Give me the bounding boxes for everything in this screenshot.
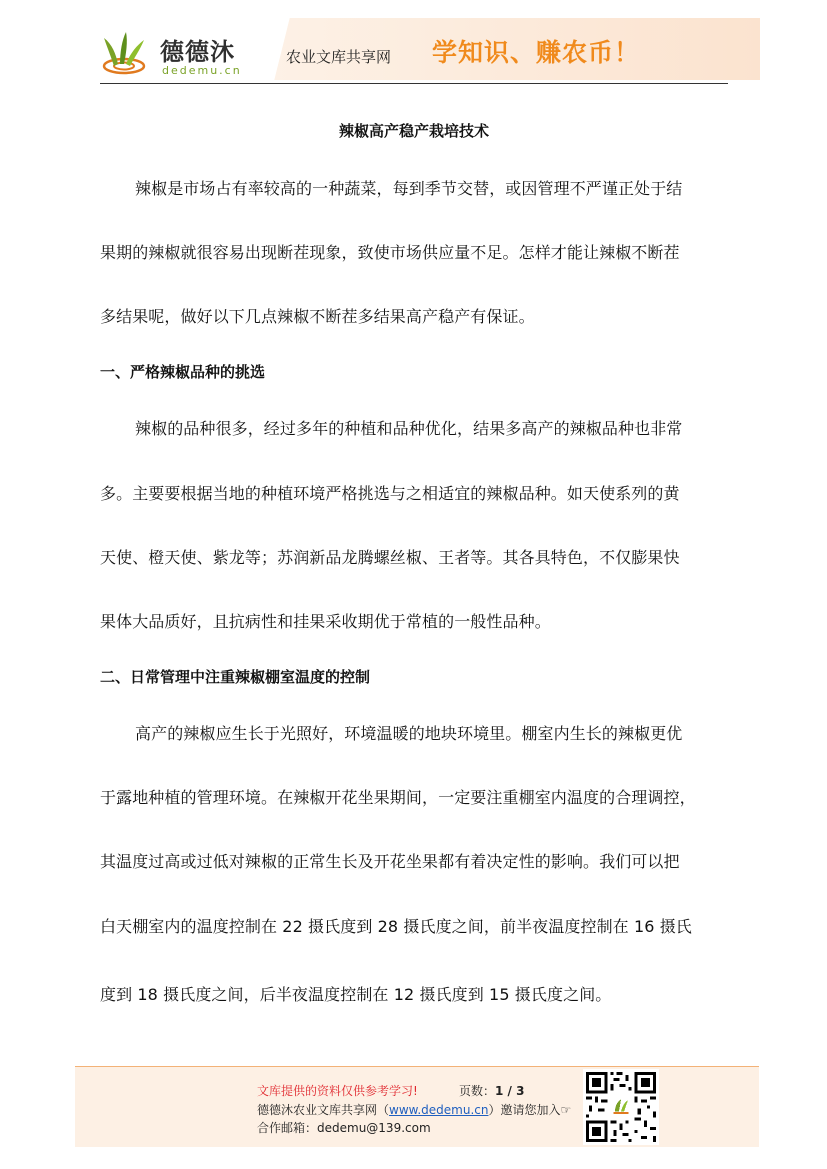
footer-disclaimer: 文库提供的资料仅供参考学习! <box>257 1084 418 1098</box>
qr-code-icon[interactable] <box>583 1069 659 1145</box>
paragraph-line: 多。主要要根据当地的种植环境严格挑选与之相适宜的辣椒品种。如天使系列的黄 <box>100 484 680 503</box>
paragraph-line: 果期的辣椒就很容易出现断茬现象，致使市场供应量不足。怎样才能让辣椒不断茬 <box>100 243 680 262</box>
paragraph-line: 于露地种植的管理环境。在辣椒开花坐果期间，一定要注重棚室内温度的合理调控， <box>100 788 696 807</box>
footer-invite-suffix: ）邀请您加入☞ <box>488 1103 572 1117</box>
contact-email: 合作邮箱：dedemu@139.com <box>257 1121 431 1135</box>
site-link[interactable]: www.dedemu.cn <box>389 1103 489 1117</box>
document-title: 辣椒高产稳产栽培技术 <box>338 122 489 140</box>
paragraph-line: 其温度过高或过低对辣椒的正常生长及开花坐果都有着决定性的影响。我们可以把 <box>100 852 680 871</box>
paragraph-line: 多结果呢，做好以下几点辣椒不断茬多结果高产稳产有保证。 <box>100 307 535 326</box>
slogan: 学知识、赚农币！ <box>432 38 641 67</box>
paragraph-line: 果体大品质好，且抗病性和挂果采收期优于常植的一般性品种。 <box>100 612 551 631</box>
page-header <box>0 0 827 92</box>
paragraph-line: 度到 18 摄氏度之间，后半夜温度控制在 12 摄氏度到 15 摄氏度之间。 <box>100 985 612 1004</box>
paragraph-line: 白天棚室内的温度控制在 22 摄氏度到 28 摄氏度之间，前半夜温度控制在 16 摄氏 <box>100 917 692 936</box>
paragraph-line: 辣椒的品种很多，经过多年的种植和品种优化，结果多高产的辣椒品种也非常 <box>135 419 683 438</box>
logo-text-en: dedemu.cn <box>162 64 242 77</box>
header-divider <box>100 83 728 84</box>
paragraph-line: 高产的辣椒应生长于光照好，环境温暖的地块环境里。棚室内生长的辣椒更优 <box>135 724 683 743</box>
section-heading: 二、日常管理中注重辣椒棚室温度的控制 <box>100 668 371 686</box>
section-heading: 一、严格辣椒品种的挑选 <box>100 363 266 381</box>
page-footer <box>75 1066 759 1147</box>
page-counter <box>459 1082 524 1099</box>
page-counter-label: 页数： <box>459 1084 496 1098</box>
footer-invite-prefix: 德德沐农业文库共享网（ <box>257 1103 390 1117</box>
dedemu-logo-icon <box>100 30 152 76</box>
paragraph-line: 天使、橙天使、紫龙等；苏润新品龙腾螺丝椒、王者等。其各具特色，不仅膨果快 <box>100 548 680 567</box>
site-name: 农业文库共享网 <box>286 48 392 66</box>
footer-invite <box>257 1101 571 1118</box>
logo-text-cn: 德德沐 <box>160 37 235 66</box>
paragraph-line: 辣椒是市场占有率较高的一种蔬菜，每到季节交替，或因管理不严谨正处于结 <box>135 179 683 198</box>
page-counter-value: 1 / 3 <box>495 1084 525 1098</box>
site-logo[interactable] <box>100 30 260 80</box>
